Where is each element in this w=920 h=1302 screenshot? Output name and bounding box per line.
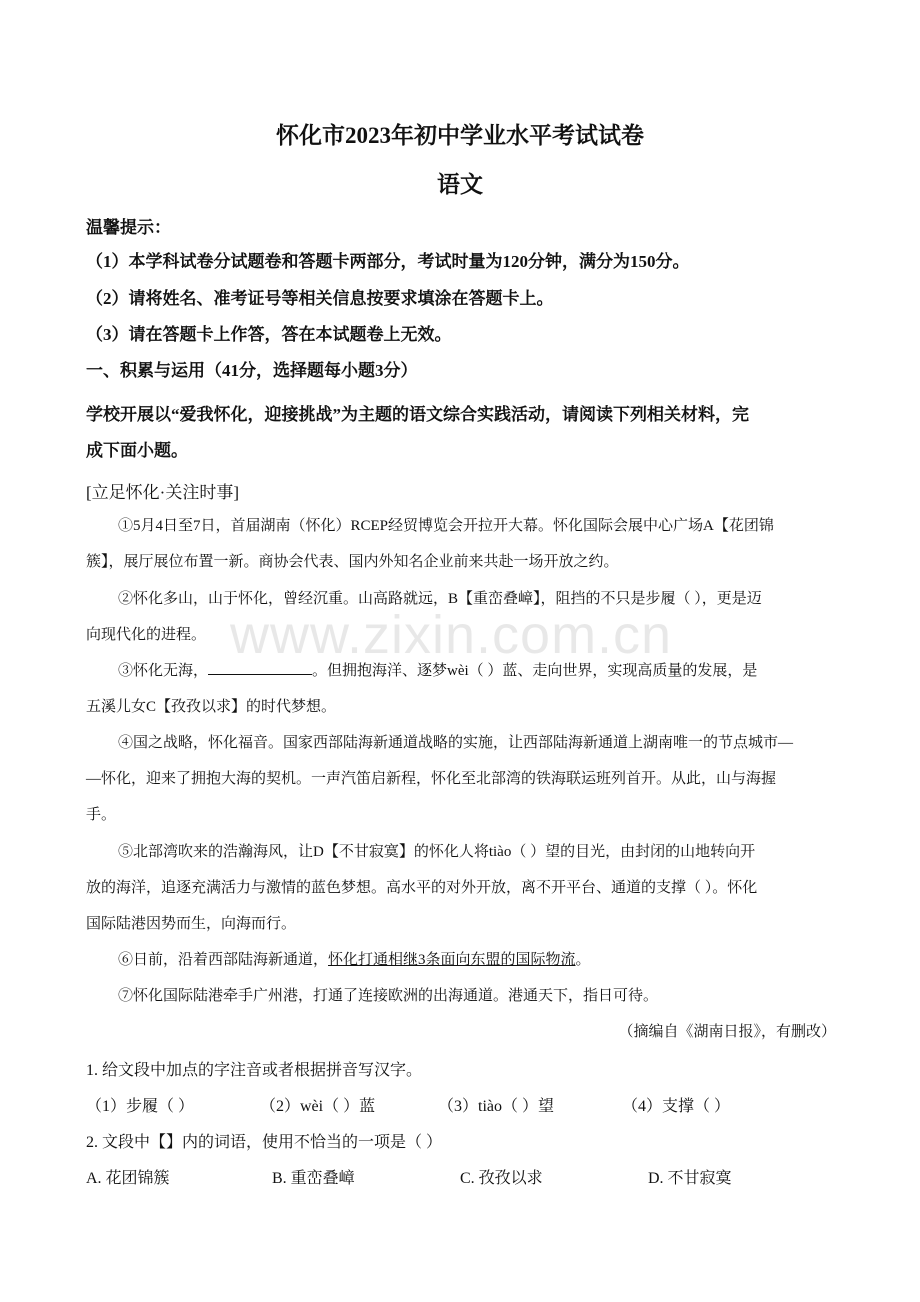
passage-p6-text-b: 。: [575, 952, 591, 968]
option-d[interactable]: D. 不甘寂寞: [648, 1170, 732, 1187]
exam-subject: 语文: [437, 172, 483, 197]
passage-p4-line-2: —怀化，迎来了拥抱大海的契机。一声汽笛启新程，怀化至北部湾的铁海联运班列首开。从此，山与海握: [86, 771, 777, 787]
tips-label: 温馨提示：: [86, 218, 171, 237]
q1-item-3: （3）tiào（ ）望: [438, 1098, 554, 1115]
passage-p5-line-3: 国际陆港因势而生，向海而行。: [86, 916, 297, 932]
passage-p2-line-1: ②怀化多山，山于怀化，曾经沉重。山高路就远，B【重峦叠嶂】，阻挡的不只是步履（ ），更是迈: [118, 591, 762, 607]
q1-item-1: （1）步履（ ）: [86, 1098, 195, 1115]
tip-item-3: （3）请在答题卡上作答，答在本试题卷上无效。: [86, 325, 452, 344]
passage-p4-line-3: 手。: [86, 807, 117, 823]
question-2: 2. 文段中【】内的词语，使用不恰当的一项是（ ）: [86, 1134, 443, 1151]
q1-item-2: （2）wèi（ ）蓝: [260, 1098, 376, 1115]
passage-p6-text-a: ⑥日前，沿着西部陆海新通道，: [118, 952, 329, 968]
passage-p3-text-b: 。但拥抱海洋、逐梦wèi（ ）蓝、走向世界，实现高质量的发展，是: [312, 663, 758, 679]
option-c[interactable]: C. 孜孜以求: [460, 1170, 543, 1187]
section-heading: 一、积累与运用（41分，选择题每小题3分）: [86, 361, 418, 380]
passage-p6: [118, 948, 591, 969]
passage-p1-line-1: ①5月4日至7日，首届湖南（怀化）RCEP经贸博览会开拉开大幕。怀化国际会展中心广场A【花团锦: [118, 518, 774, 534]
q1-item-4: （4）支撑（ ）: [622, 1098, 731, 1115]
passage-p3-line-1: [118, 659, 757, 680]
passage-p3-line-2: 五溪儿女C【孜孜以求】的时代梦想。: [86, 699, 337, 715]
passage-p2-line-2: 向现代化的进程。: [86, 627, 207, 643]
tip-item-1: （1）本学科试卷分试题卷和答题卡两部分，考试时量为120分钟，满分为150分。: [86, 252, 690, 271]
passage-p5-line-2: 放的海洋，追逐充满活力与激情的蓝色梦想。高水平的对外开放，离不开平台、通道的支撑（ ）。怀化: [86, 880, 758, 896]
passage-p6-underlined: 怀化打通相继3条面向东盟的国际物流: [328, 952, 576, 968]
passage-p3-text-a: ③怀化无海，: [118, 663, 209, 679]
material-title: [立足怀化·关注时事]: [86, 483, 239, 502]
tip-item-2: （2）请将姓名、准考证号等相关信息按要求填涂在答题卡上。: [86, 289, 554, 308]
passage-p1-line-2: 簇】，展厅展位布置一新。商协会代表、国内外知名企业前来共赴一场开放之约。: [86, 554, 619, 570]
passage-p7: ⑦怀化国际陆港牵手广州港，打通了连接欧洲的出海通道。港通天下，指日可待。: [118, 988, 659, 1004]
fill-blank: [208, 660, 312, 675]
watermark: www.zixin.com.cn: [230, 605, 673, 665]
passage-p4-line-1: ④国之战略，怀化福音。国家西部陆海新通道战略的实施，让西部陆海新通道上湖南唯一的节点城市—: [118, 735, 794, 751]
question-1: 1. 给文段中加点的字注音或者根据拼音写汉字。: [86, 1062, 423, 1079]
section-intro-line-2: 成下面小题。: [86, 441, 188, 460]
option-a[interactable]: A. 花团锦簇: [86, 1170, 170, 1187]
exam-title: 怀化市2023年初中学业水平考试试卷: [276, 123, 644, 148]
section-intro-line-1: 学校开展以“爱我怀化，迎接挑战”为主题的语文综合实践活动，请阅读下列相关材料，完: [86, 405, 749, 424]
option-b[interactable]: B. 重峦叠嶂: [272, 1170, 355, 1187]
passage-source: （摘编自《湖南日报》，有删改）: [618, 1024, 836, 1040]
passage-p5-line-1: ⑤北部湾吹来的浩瀚海风，让D【不甘寂寞】的怀化人将tiào（ ）望的目光，由封闭的山地转向开: [118, 844, 756, 860]
